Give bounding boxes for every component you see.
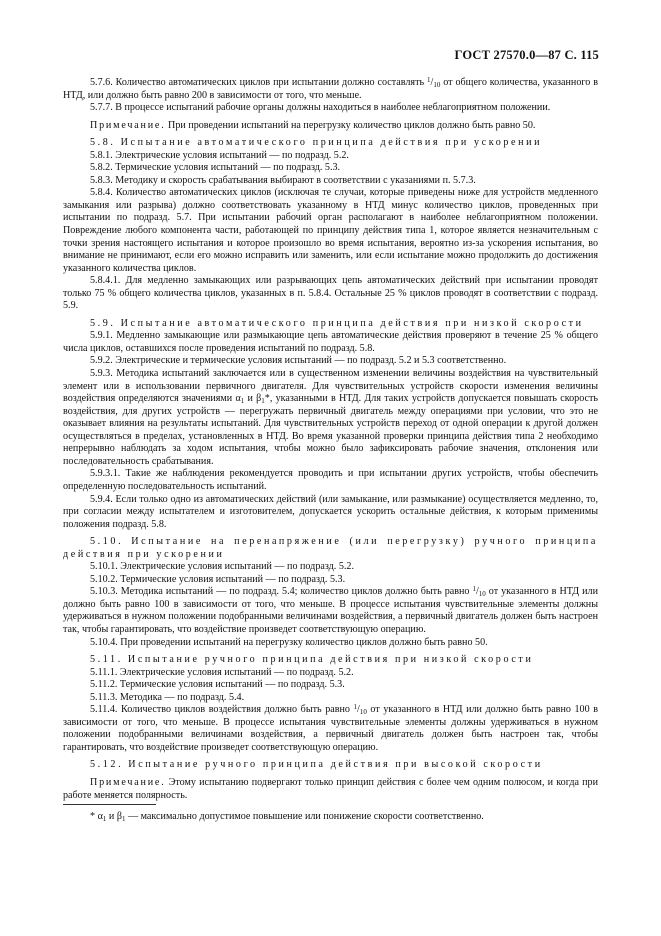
note-paragraph (63, 777, 598, 802)
paragraph: 5.10.4. При проведении испытаний на перегрузку количество циклов должно быть равно 50. (90, 636, 488, 648)
section-heading (63, 536, 598, 561)
fraction: $^1/_{10}$ (472, 585, 486, 599)
paragraph: 5.11.3. Методика — по подразд. 5.4. (90, 691, 245, 703)
note-text: При проведении испытаний на перегрузку количество циклов должно быть равно 50. (165, 119, 536, 131)
fraction: $^1/_{10}$ (427, 76, 441, 89)
paragraph: 5.8.1. Электрические условия испытаний — по подразд. 5.2. (90, 149, 349, 161)
paragraph: 5.11.2. Термические условия испытаний — по подразд. 5.3. (90, 679, 345, 691)
footnote: * $\alpha_1$ и $\beta_1$ — максимально допустимое повышение или понижение скорости соответственно. (90, 811, 484, 823)
paragraph: 5.7.7. В процессе испытаний рабочие органы должны находиться в наиболее неблагоприятном положении. (90, 102, 551, 114)
paragraph: 5.10.1. Электрические условия испытаний — по подразд. 5.2. (90, 561, 354, 573)
section-heading (63, 759, 598, 772)
paragraph: 5.9.2. Электрические и термические условия испытаний — по подразд. 5.2 и 5.3 соответственно. (90, 355, 507, 367)
document-body (63, 77, 598, 802)
alpha-symbol: $\alpha_1$ (235, 393, 245, 406)
beta-symbol: $\beta_1$ (256, 393, 265, 406)
paragraph: 5.8.4.1. Для медленно замыкающих или разрывающих цепь автоматических действий при испытании проводят только 75 % общего количества циклов, указанных в п. 5.8.4. Остальные 25 % циклов проводят в соответствии с подразд. 5.9. (63, 275, 598, 312)
paragraph: 5.10.3. Методика испытаний — по подразд. 5.4; количество циклов должно быть равно $^1/_{10}$ от указанного в НТД или должно быть равно 100 в зависимости от того, что меньше. В процессе испытания чувствительные элементы должны удерживаться в нужном положении подобранными величинами воздействия, а первичный двигатель должен быть настроен так, чтобы гарантировать, что воздействие произведет соответствующую операцию. (63, 585, 598, 635)
section-heading (63, 137, 598, 150)
paragraph: 5.9.3. Методика испытаний заключается или в существенном изменении величины воздействия на чувствительный элемент или в использовании первичного двигателя. Для чувствительных устройств скорости изменения величины воздействия определяются значениями $\alpha_1$ и $\beta_1*$, указанными в НТД. Для таких устройств допускается повышать скорость воздействия, для других устройств — перегружать первичный двигатель между операциями при условии, что это не оказывает влияния на результаты испытаний. Для чувствительных устройств переход от одной операции к другой должен осуществляться в пределах, установленных в НТД. Во время указанной проверки принципа действия типа 2 необходимо непрерывно наблюдать за ходом испытания, чтобы можно было зафиксировать рабочие значения, отклонения или последовательность срабатывания. (63, 368, 598, 467)
paragraph: 5.8.3. Методику и скорость срабатывания выбирают в соответствии с указаниями п. 5.7.3. (90, 174, 476, 186)
section-heading-text: 5.8. Испытание автоматического принципа действия при ускорении (90, 137, 543, 149)
alpha-symbol: $\alpha_1$ (97, 811, 107, 823)
note-text: Этому испытанию подвергают только принцип действия с более чем одним полюсом, и когда при работе меняется полярность. (63, 776, 598, 801)
footnote-rule (63, 804, 156, 805)
fraction: $^1/_{10}$ (353, 703, 367, 717)
paragraph: 5.8.2. Термические условия испытаний — по подразд. 5.3. (90, 162, 341, 174)
paragraph: 5.10.2. Термические условия испытаний — по подразд. 5.3. (90, 573, 346, 585)
beta-symbol: $\beta_1$ (116, 811, 126, 823)
note-label: Примечание. (90, 119, 166, 131)
section-heading-text: 5.12. Испытание ручного принципа действия при высокой скорости (90, 759, 543, 771)
section-heading-text: 5.10. Испытание на перенапряжение (или перегрузку) ручного принципа действия при ускорении (63, 536, 598, 560)
section-heading-text: 5.11. Испытание ручного принципа действия при низкой скорости (90, 654, 534, 666)
section-heading-text: 5.9. Испытание автоматического принципа действия при низкой скорости (90, 317, 584, 329)
page-header: ГОСТ 27570.0—87 С. 115 (454, 48, 599, 62)
paragraph: 5.8.4. Количество автоматических циклов (исключая те случаи, которые приведены ниже для устройств медленного замыкания или разрыва) должно соответствовать указанному в НТД минус количество циклов, проведенных при испытании по подразд. 5.7. При испытании рабочий орган располагают в наиболее неблагоприятном положении. Повреждение любого компонента части, работающей по принципу действия типа 1, которое является незначительным с точки зрения настоящего испытания и которое произошло во время испытания, вероятно из-за ускорения испытания, во внимание не принимают, если его можно исправить или заменить, или если испытание можно продолжить до достижения указанного количества циклов. (63, 187, 598, 274)
paragraph: 5.9.4. Если только одно из автоматических действий (или замыкание, или размыкание) осуществляется медленно, то, при согласии между испытателем и изготовителем, допускается ускорить остальные действия, к которым применимы положения подразд. 5.8. (63, 493, 598, 530)
paragraph: 5.9.3.1. Такие же наблюдения рекомендуется проводить и при испытании других устройств, чтобы обеспечить определенную последовательность испытаний. (63, 468, 598, 492)
paragraph: 5.7.6. Количество автоматических циклов при испытании должно составлять $^1/_{10}$ от общего количества, указанного в НТД, или должно быть равно 200 в зависимости от того, что меньше. (63, 76, 598, 101)
section-heading (63, 318, 598, 331)
paragraph: 5.11.1. Электрические условия испытаний — по подразд. 5.2. (90, 666, 354, 678)
paragraph: 5.11.4. Количество циклов воздействия должно быть равно $^1/_{10}$ от указанного в НТД или должно быть равно 100 в зависимости от того, что меньше. В процессе испытания чувствительные элементы должны удерживаться в нужном положении подобранными величинами воздействия, а первичный двигатель должен быть настроен так, чтобы гарантировать, что воздействие произведет соответствующую операцию. (63, 703, 598, 753)
note-label: Примечание. (90, 776, 166, 788)
section-heading (63, 654, 598, 667)
paragraph: 5.9.1. Медленно замыкающие или размыкающие цепь автоматические действия проверяют в течение 25 % общего числа циклов, оставшихся после проведения испытаний по подразд. 5.8. (63, 330, 598, 354)
note-paragraph (63, 120, 598, 133)
